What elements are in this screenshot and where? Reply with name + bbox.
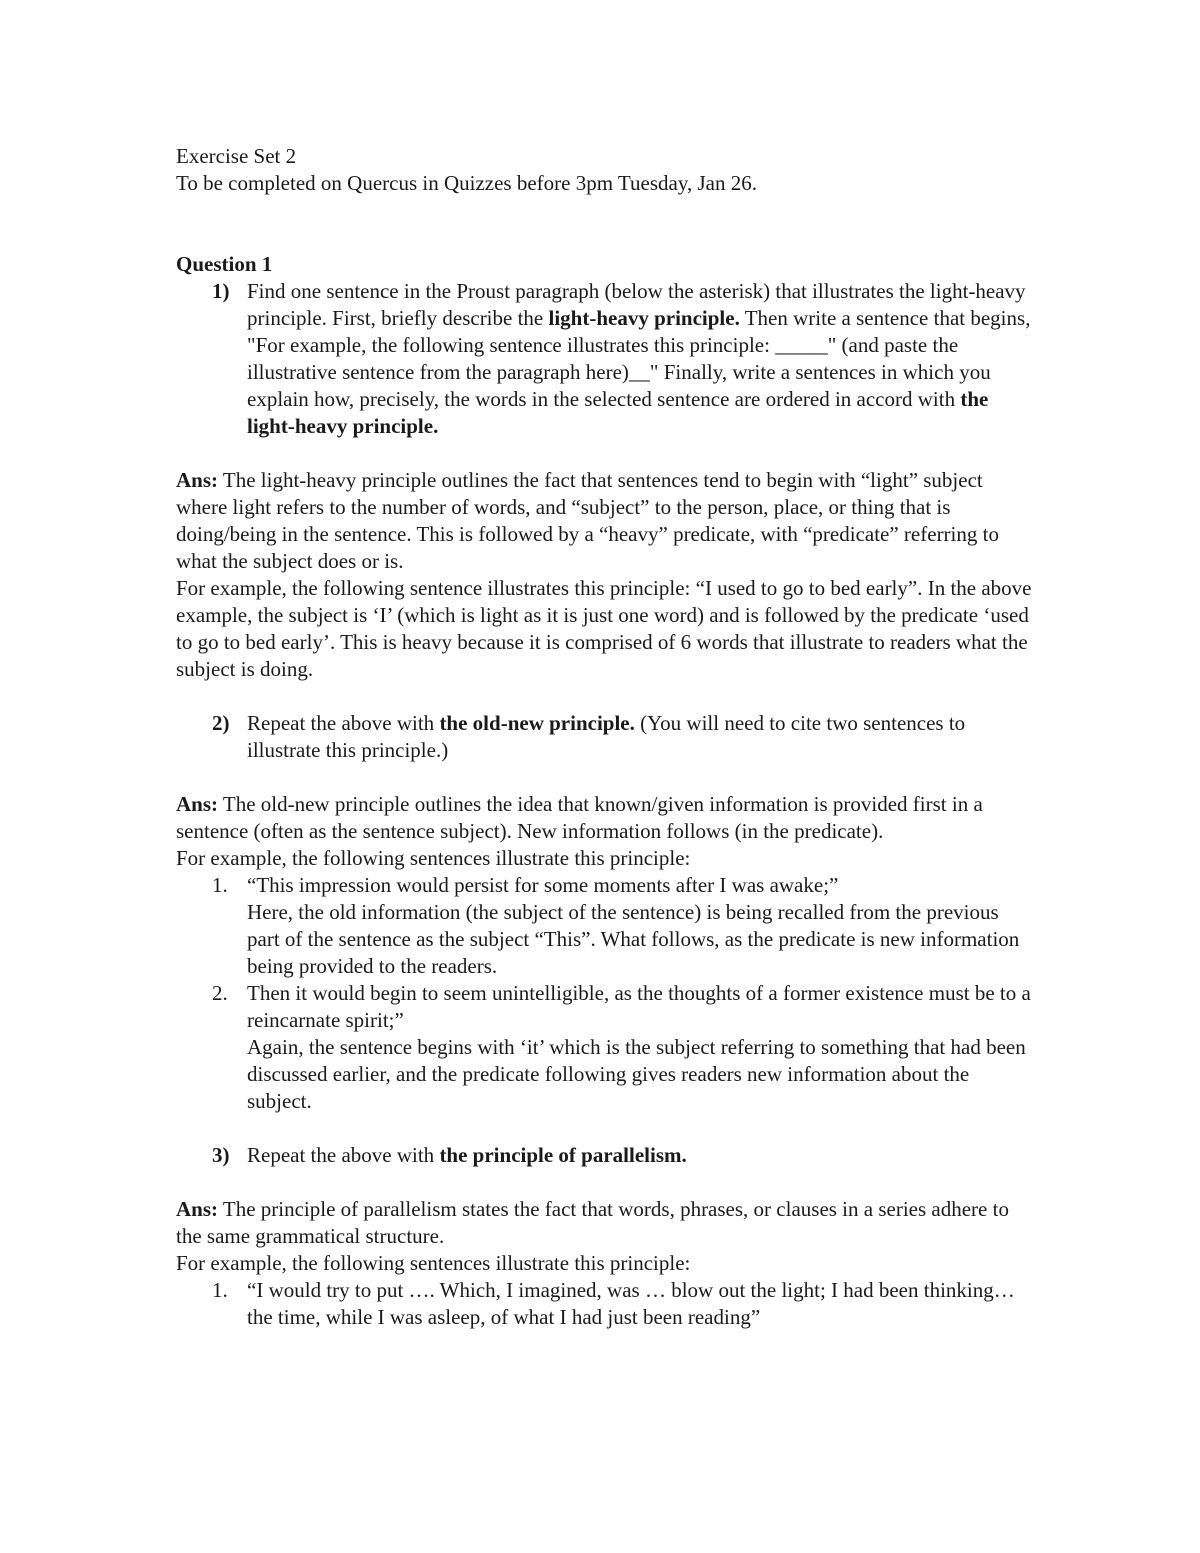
question-number: 1)	[212, 279, 230, 303]
question-1-item	[176, 278, 1036, 440]
answer-2-paragraph: Ans: The old-new principle outlines the idea that known/given information is provided first in a sentence (often as the sentence subject). New information follows (in the predicate).	[176, 792, 983, 843]
answer-3-paragraph: Ans: The principle of parallelism states the fact that words, phrases, or clauses in a series adhere to the same grammatical structure.	[176, 1197, 1009, 1248]
question-number: 2)	[212, 711, 230, 735]
document-subtitle: To be completed on Quercus in Quizzes before 3pm Tuesday, Jan 26.	[176, 171, 757, 195]
answer-3-intro: For example, the following sentences illustrate this principle:	[176, 1251, 691, 1275]
explanation: Again, the sentence begins with ‘it’ which is the subject referring to something that had been discussed earlier, and the predicate following gives readers new information about the subject.	[247, 1035, 1026, 1113]
question-1-text: Find one sentence in the Proust paragraph (below the asterisk) that illustrates the light-heavy principle. First, briefly describe the light-heavy principle. Then write a sentence that begins, "For example, the following sentence illustrates this principle: _____" (and paste the illustrative sentence from the paragraph here)__" Finally, write a sentences in which you explain how, precisely, the words in the selected sentence are ordered in accord with the light-heavy principle.	[247, 279, 1031, 438]
question-2-item	[176, 710, 1036, 764]
list-item	[176, 872, 1036, 980]
question-3-text: Repeat the above with the principle of parallelism.	[247, 1143, 687, 1167]
quoted-sentence: “This impression would persist for some moments after I was awake;”	[247, 873, 839, 897]
question-number: 3)	[212, 1143, 230, 1167]
question-2-text: Repeat the above with the old-new principle. (You will need to cite two sentences to illustrate this principle.)	[247, 711, 966, 762]
answer-label: Ans:	[176, 1197, 219, 1221]
answer-label: Ans:	[176, 468, 219, 492]
answer-2-intro: For example, the following sentences illustrate this principle:	[176, 846, 691, 870]
document-page	[176, 143, 1036, 1331]
document-title: Exercise Set 2	[176, 144, 297, 168]
answer-1-paragraph: Ans: The light-heavy principle outlines the fact that sentences tend to begin with “light” subject where light refers to the number of words, and “subject” to the person, place, or thing that is doing/being in the sentence. This is followed by a “heavy” predicate, with “predicate” referring to what the subject does or is.	[176, 468, 999, 573]
list-number: 1.	[212, 873, 228, 897]
answer-1-example: For example, the following sentence illustrates this principle: “I used to go to bed early”. In the above example, the subject is ‘I’ (which is light as it is just one word) and is followed by the predicate ‘used to go to bed early’. This is heavy because it is comprised of 6 words that illustrate to readers what the subject is doing.	[176, 576, 1032, 681]
answer-label: Ans:	[176, 792, 219, 816]
list-number: 1.	[212, 1278, 228, 1302]
list-item	[176, 980, 1036, 1115]
quoted-sentence: Then it would begin to seem unintelligible, as the thoughts of a former existence must be to a reincarnate spirit;”	[247, 981, 1031, 1032]
list-number: 2.	[212, 981, 228, 1005]
question-3-item	[176, 1142, 1036, 1169]
explanation: Here, the old information (the subject of the sentence) is being recalled from the previous part of the sentence as the subject “This”. What follows, as the predicate is new information being provided to the readers.	[247, 900, 1020, 978]
list-item	[176, 1277, 1036, 1331]
quoted-sentence: “I would try to put …. Which, I imagined, was … blow out the light; I had been thinking… the time, while I was asleep, of what I had just been reading”	[247, 1278, 1015, 1329]
question-heading: Question 1	[176, 252, 273, 276]
